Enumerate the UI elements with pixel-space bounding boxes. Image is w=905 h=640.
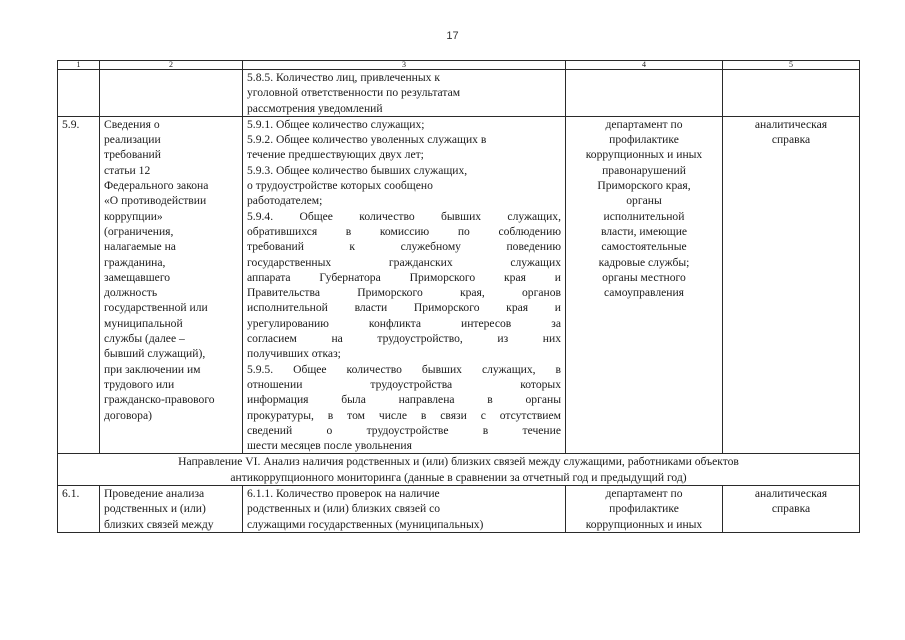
section-vi-row <box>58 454 860 486</box>
name-line: коррупции» <box>104 209 163 223</box>
name-line: реализации <box>104 133 161 147</box>
responsible-line: профилактике <box>609 502 679 516</box>
indicator-line: сведений о трудоустройстве в течение <box>247 423 561 437</box>
indicator-line: получивших отказ; <box>247 347 341 361</box>
source-line: справка <box>771 502 811 516</box>
name-line: службы (далее – <box>104 332 185 346</box>
responsible-line: самоуправления <box>603 286 685 300</box>
name-line: (ограничения, <box>104 224 174 238</box>
responsible-line: исполнительной <box>603 209 685 223</box>
indicator-line: уголовной ответственности по результатам <box>247 86 461 100</box>
responsible-line: департамент по <box>605 117 683 131</box>
indicator-line: 5.9.3. Общее количество бывших служащих, <box>247 163 468 177</box>
row-indicators <box>243 116 566 454</box>
name-line: замещавшего <box>104 270 171 284</box>
source-line: аналитическая <box>754 117 828 131</box>
row-source <box>723 116 860 454</box>
section-heading <box>58 454 860 486</box>
row-5-8-continued <box>58 70 860 117</box>
indicator-line: прокуратуры, в том числе в связи с отсутствием <box>247 408 561 422</box>
name-line: Сведения о <box>104 117 160 131</box>
indicator-line: исполнительной власти Приморского края и <box>247 301 561 315</box>
header-col-4: 4 <box>566 61 723 70</box>
row-name <box>100 116 243 454</box>
indicator-line: родственных и (или) близких связей со <box>247 502 441 516</box>
indicator-line: течение предшествующих двух лет; <box>247 148 424 162</box>
responsible-line: правонарушений <box>602 163 686 177</box>
responsible-line: органы местного <box>602 270 686 284</box>
name-line: статьи 12 <box>104 163 151 177</box>
responsible-line: самостоятельные <box>601 240 687 254</box>
cell-source <box>723 70 860 117</box>
indicator-line: информация была направлена в органы <box>247 393 561 407</box>
indicator-line: 5.8.5. Количество лиц, привлеченных к <box>247 71 441 84</box>
indicator-line: государственных гражданских служащих <box>247 255 561 269</box>
indicator-line: о трудоустройстве которых сообщено <box>247 179 433 193</box>
name-line: гражданина, <box>104 255 166 269</box>
section-heading-line: Направление VI. Анализ наличия родственных и (или) близких связей между служащими, работниками объектов <box>178 455 739 469</box>
source-line: аналитическая <box>754 487 828 501</box>
cell-responsible <box>566 70 723 117</box>
responsible-line: департамент по <box>605 487 683 501</box>
section-heading-line: антикоррупционного мониторинга (данные в сравнении за отчетный год и предыдущий год) <box>230 470 687 484</box>
indicator-line: шести месяцев после увольнения <box>247 439 412 453</box>
indicator-line: служащими государственных (муниципальных) <box>247 517 484 531</box>
cell-indicators <box>243 70 566 117</box>
row-number: 5.9. <box>58 116 100 454</box>
name-line: Федерального закона <box>104 179 209 193</box>
row-6-1 <box>58 486 860 533</box>
indicator-line: обратившихся в комиссию по соблюдению <box>247 224 561 238</box>
indicator-line: работодателем; <box>247 194 323 208</box>
indicator-line: 5.9.1. Общее количество служащих; <box>247 117 425 131</box>
monitoring-table <box>57 60 860 533</box>
responsible-line: коррупционных и иных <box>585 148 703 162</box>
name-line: договора) <box>104 408 152 422</box>
name-line: Проведение анализа <box>104 487 205 501</box>
indicator-line: 5.9.2. Общее количество уволенных служащих в <box>247 133 487 147</box>
responsible-line: кадровые службы; <box>598 255 690 269</box>
name-line: налагаемые на <box>104 240 176 254</box>
page-number: 17 <box>446 30 459 42</box>
row-indicators <box>243 486 566 533</box>
indicator-line: 5.9.5. Общее количество бывших служащих, в <box>247 362 561 376</box>
source-line: справка <box>771 133 811 147</box>
indicator-line: 6.1.1. Количество проверок на наличие <box>247 487 440 501</box>
indicator-line: аппарата Губернатора Приморского края и <box>247 270 561 284</box>
header-row <box>58 61 860 70</box>
name-line: при заключении им <box>104 362 201 376</box>
responsible-line: органы <box>626 194 662 208</box>
name-line: муниципальной <box>104 316 183 330</box>
indicator-line: согласием на трудоустройство, из них <box>247 332 561 346</box>
header-col-1: 1 <box>58 61 100 70</box>
row-number: 6.1. <box>58 486 100 533</box>
responsible-line: профилактике <box>609 133 679 147</box>
name-line: государственной или <box>104 301 208 315</box>
header-col-5: 5 <box>723 61 860 70</box>
name-line: должность <box>104 286 158 300</box>
row-5-9 <box>58 116 860 454</box>
indicator-line: требований к служебному поведению <box>247 240 561 254</box>
indicator-line: 5.9.4. Общее количество бывших служащих, <box>247 209 561 223</box>
indicator-line: отношении трудоустройства которых <box>247 377 561 391</box>
name-line: требований <box>104 148 161 162</box>
indicator-line: Правительства Приморского края, органов <box>247 286 561 300</box>
name-line: гражданско-правового <box>104 393 215 407</box>
cell-name <box>100 70 243 117</box>
row-name <box>100 486 243 533</box>
name-line: близких связей между <box>104 517 214 531</box>
responsible-line: коррупционных и иных <box>585 517 703 531</box>
indicator-line: урегулированию конфликта интересов за <box>247 316 561 330</box>
row-responsible <box>566 116 723 454</box>
row-responsible <box>566 486 723 533</box>
responsible-line: Приморского края, <box>597 179 691 193</box>
cell-number <box>58 70 100 117</box>
responsible-line: власти, имеющие <box>600 224 688 238</box>
name-line: родственных и (или) <box>104 502 206 516</box>
header-col-2: 2 <box>100 61 243 70</box>
name-line: бывший служащий), <box>104 347 206 361</box>
header-col-3: 3 <box>243 61 566 70</box>
row-source <box>723 486 860 533</box>
indicator-line: рассмотрения уведомлений <box>247 101 383 115</box>
name-line: «О противодействии <box>104 194 207 208</box>
name-line: трудового или <box>104 377 175 391</box>
